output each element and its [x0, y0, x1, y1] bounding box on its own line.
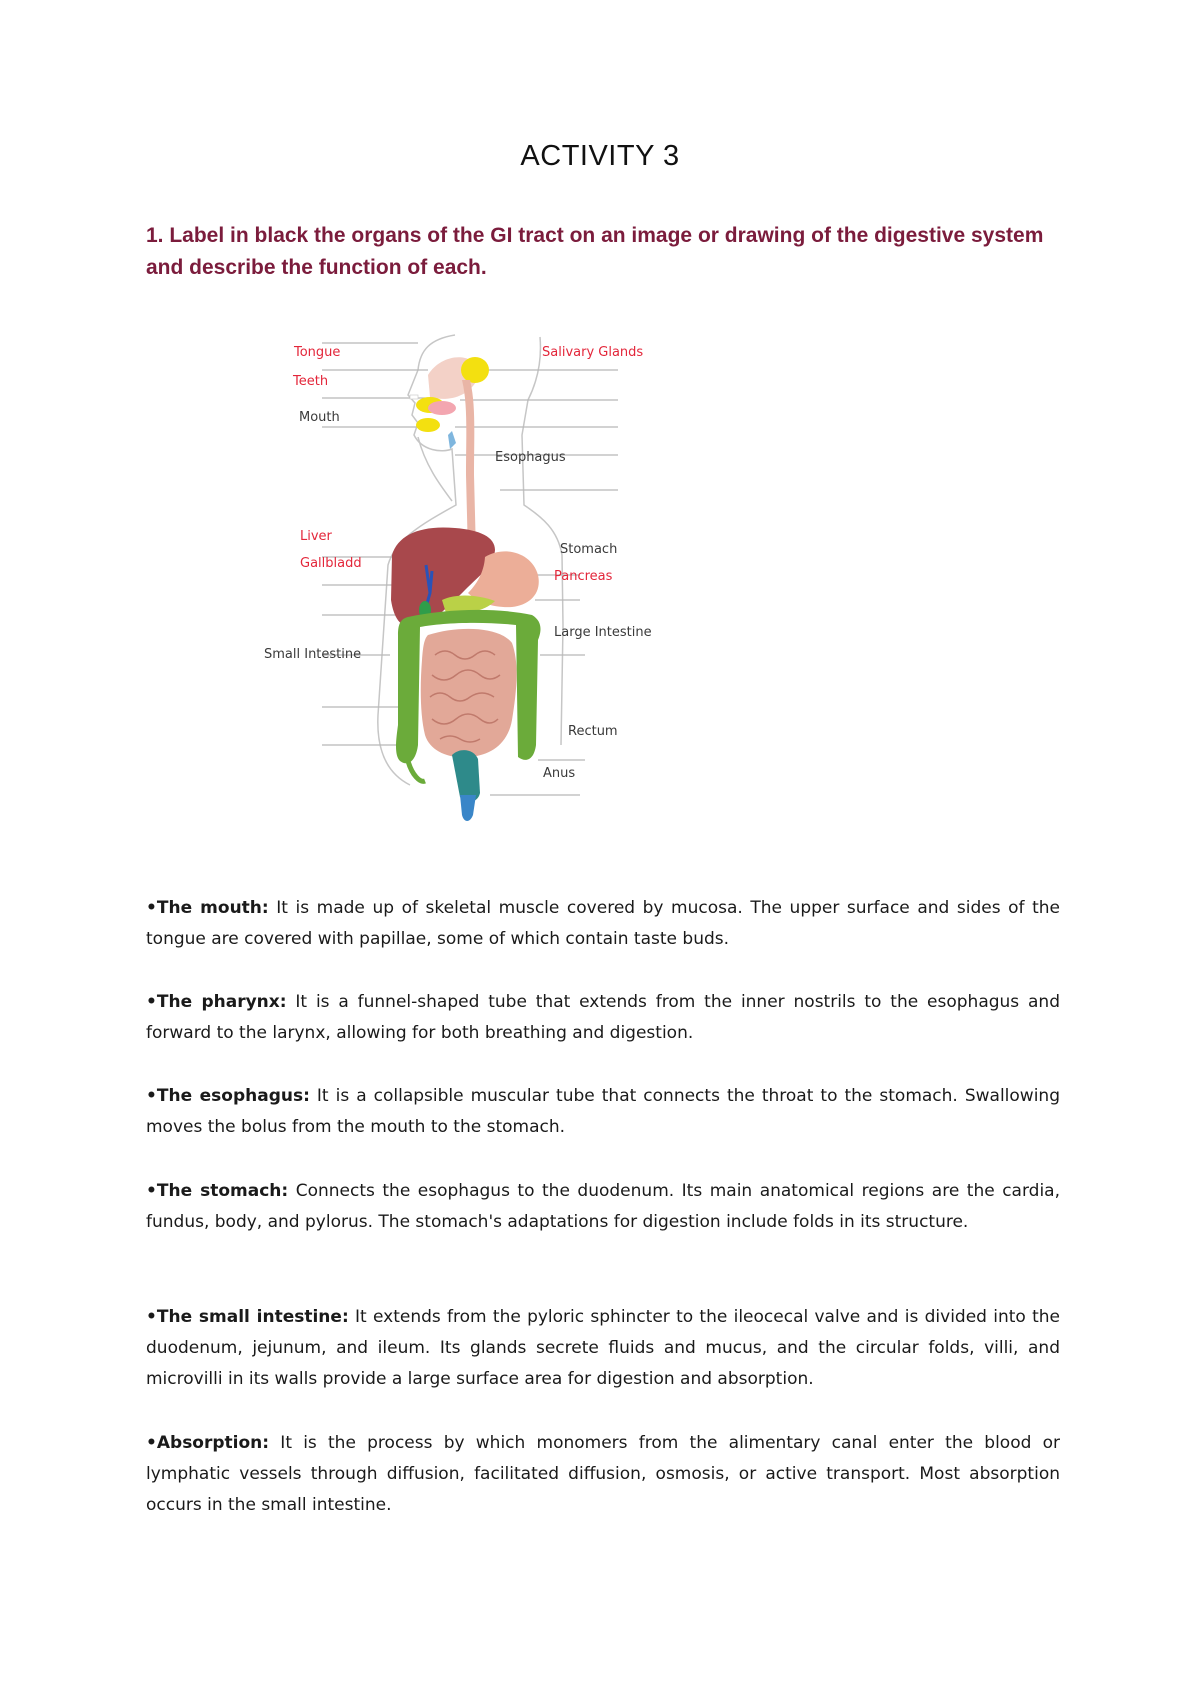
term-small-intestine: •The small intestine: [146, 1307, 349, 1327]
term-absorption: •Absorption: [146, 1433, 270, 1453]
appendix-shape [408, 761, 425, 781]
paragraph-mouth [146, 893, 1060, 955]
term-stomach: •The stomach: [146, 1181, 289, 1201]
term-mouth: •The mouth: [146, 898, 269, 918]
label-esophagus: Esophagus [495, 450, 566, 465]
text-mouth: It is made up of skeletal muscle covered by mucosa. The upper surface and sides of the tongue are covered with papillae, some of which contain taste buds. [146, 898, 1060, 949]
tongue-shape [428, 401, 456, 415]
paragraph-small-intestine [146, 1302, 1060, 1395]
label-stomach: Stomach [560, 542, 618, 557]
label-mouth: Mouth [299, 410, 340, 425]
label-pancreas: Pancreas [554, 569, 613, 584]
label-gallbladder: Gallbladd [300, 556, 362, 571]
teeth-shape [410, 395, 418, 399]
label-teeth: Teeth [293, 374, 329, 389]
label-large-intestine: Large Intestine [554, 625, 652, 640]
term-esophagus: •The esophagus: [146, 1086, 310, 1106]
label-small-intestine: Small Intestine [264, 647, 362, 662]
label-rectum: Rectum [568, 724, 618, 739]
page-title: ACTIVITY 3 [520, 140, 680, 172]
larynx-shape [448, 431, 456, 449]
paragraph-stomach [146, 1176, 1060, 1238]
digestive-system-diagram [264, 325, 720, 850]
text-esophagus: It is a collapsible muscular tube that connects the throat to the stomach. Swallowing moves the bolus from the mouth to the stomach. [146, 1086, 1060, 1137]
paragraph-pharynx [146, 987, 1060, 1049]
label-tongue: Tongue [294, 345, 341, 360]
paragraph-esophagus [146, 1081, 1060, 1143]
term-pharynx: •The pharynx: [146, 992, 287, 1012]
rectum-shape [452, 750, 480, 802]
paragraph-absorption [146, 1428, 1060, 1521]
salivary-gland-submandibular [416, 418, 440, 432]
text-absorption: It is the process by which monomers from the alimentary canal enter the blood or lymphatic vessels through diffusion, facilitated diffusion, osmosis, or active transport. Most absorption occurs in the small intestine. [146, 1433, 1060, 1515]
text-small-intestine: It extends from the pyloric sphincter to the ileocecal valve and is divided into the duodenum, jejunum, and ileum. Its glands secrete fluids and mucus, and the circular folds, villi, and microvilli in its walls provide a large surface area for digestion and absorption. [146, 1307, 1061, 1389]
small-intestine-shape [421, 629, 517, 757]
label-anus: Anus [543, 766, 576, 781]
question-heading: 1. Label in black the organs of the GI tract on an image or drawing of the digestive system and describe the function of each. [146, 224, 1044, 279]
label-liver: Liver [300, 529, 332, 544]
text-pharynx: It is a funnel-shaped tube that extends from the inner nostrils to the esophagus and forward to the larynx, allowing for both breathing and digestion. [146, 992, 1060, 1043]
label-salivary-glands: Salivary Glands [542, 345, 644, 360]
anus-shape [460, 795, 476, 821]
text-stomach: Connects the esophagus to the duodenum. Its main anatomical regions are the cardia, fundus, body, and pylorus. The stomach's adaptations for digestion include folds in its structure. [146, 1181, 1060, 1232]
salivary-gland-parotid [461, 357, 489, 383]
